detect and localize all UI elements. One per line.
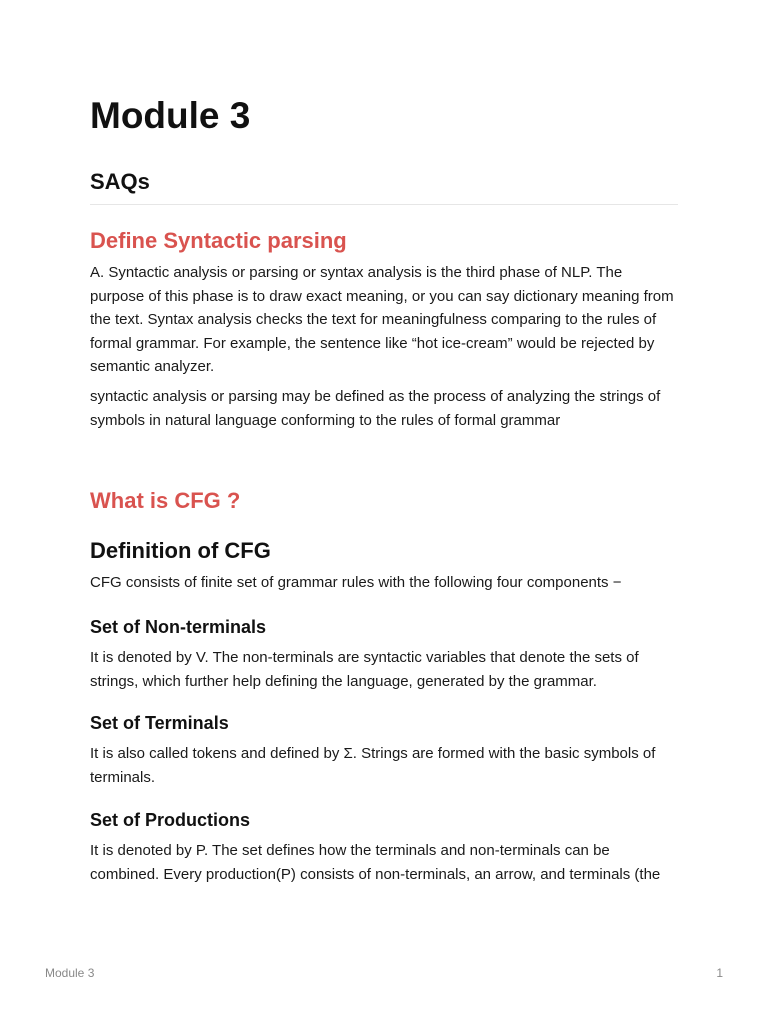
heading-set-of-non-terminals: Set of Non-terminals: [90, 617, 267, 637]
page-title: Module 3: [90, 95, 251, 136]
footer-module-label: Module 3: [45, 966, 95, 980]
page-subtitle: SAQs: [90, 169, 150, 194]
heading-set-of-productions: Set of Productions: [90, 810, 251, 830]
paragraph-cfg-intro: CFG consists of finite set of grammar rules with the following four components −: [90, 574, 622, 591]
footer-page-number: 1: [716, 966, 723, 980]
subheading-definition-of-cfg: Definition of CFG: [90, 538, 271, 563]
section-heading-syntactic-parsing: Define Syntactic parsing: [90, 228, 347, 253]
divider: [90, 204, 678, 205]
heading-set-of-terminals: Set of Terminals: [90, 713, 229, 733]
paragraph-non-terminals: It is denoted by V. The non-terminals are syntactic variables that denote the sets of strings, which further help defining the language, generated by the grammar.: [90, 649, 639, 690]
section-heading-what-is-cfg: What is CFG ?: [90, 488, 241, 513]
paragraph-terminals: It is also called tokens and defined by Σ. Strings are formed with the basic symbols of terminals.: [90, 745, 656, 786]
paragraph-productions: It is denoted by P. The set defines how the terminals and non-terminals can be combined. Every production(P) consists of non-terminals, an arrow, and terminals (the: [90, 842, 661, 883]
paragraph-syntactic-analysis: A. Syntactic analysis or parsing or syntax analysis is the third phase of NLP. The purpose of this phase is to draw exact meaning, or you can say dictionary meaning from the text. Syntax analysis checks the text for meaningfulness comparing to the rules of formal grammar. For example, the sentence like “hot ice-cream” would be rejected by semantic analyzer.: [90, 264, 674, 375]
paragraph-syntactic-definition: syntactic analysis or parsing may be defined as the process of analyzing the strings of symbols in natural language conforming to the rules of formal grammar: [90, 388, 661, 429]
